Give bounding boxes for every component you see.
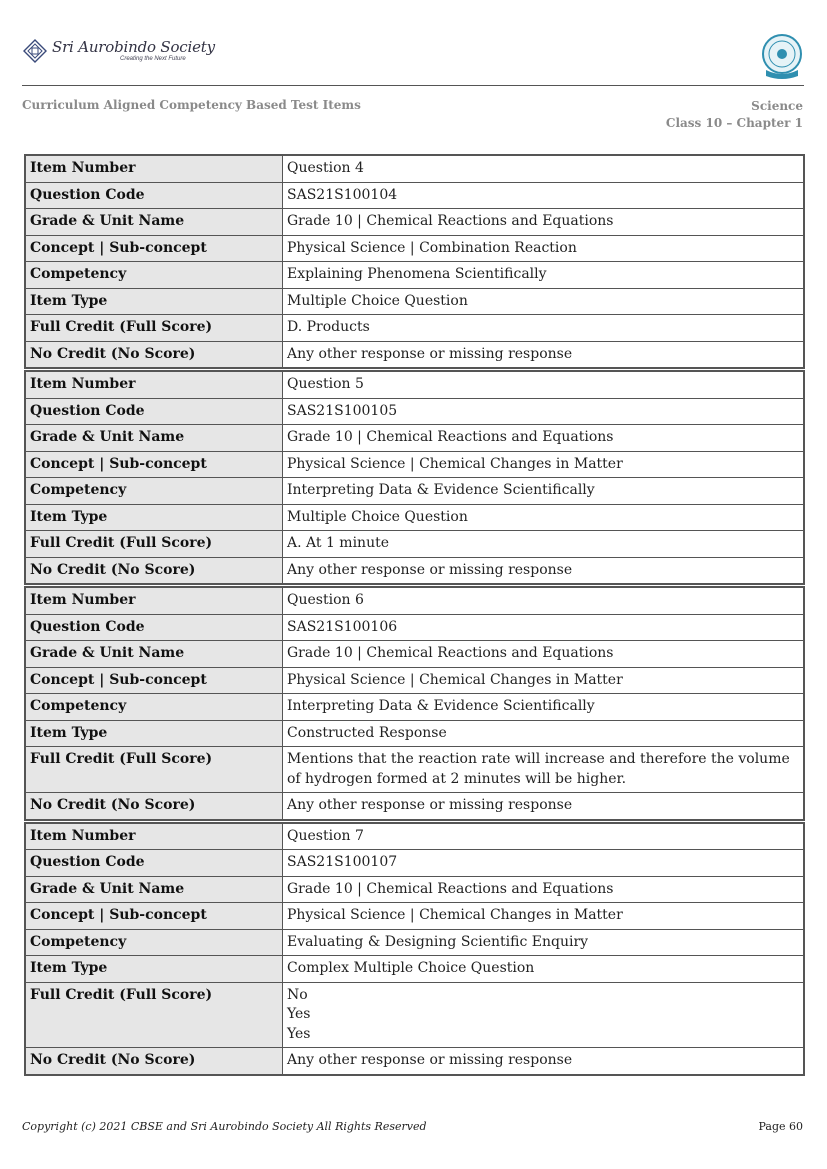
field-value: Physical Science | Chemical Changes in Matter bbox=[283, 667, 805, 694]
field-label: Competency bbox=[25, 694, 283, 721]
header-divider bbox=[22, 85, 804, 86]
item-table bbox=[24, 822, 805, 1076]
org-tagline: Creating the Next Future bbox=[120, 56, 186, 62]
field-label: Concept | Sub-concept bbox=[25, 451, 283, 478]
field-label: Item Number bbox=[25, 371, 283, 398]
field-value bbox=[283, 747, 805, 793]
field-value: Explaining Phenomena Scientifically bbox=[283, 262, 805, 289]
field-label: Full Credit (Full Score) bbox=[25, 982, 283, 1048]
field-value: SAS21S100104 bbox=[283, 182, 805, 209]
field-value: Multiple Choice Question bbox=[283, 504, 805, 531]
item-row-competency bbox=[25, 478, 804, 505]
answer-line: Mentions that the reaction rate will increase and therefore the volume of hydrogen formed at 2 minutes will be higher. bbox=[287, 751, 790, 787]
field-value: Question 6 bbox=[283, 587, 805, 614]
field-label: Item Type bbox=[25, 504, 283, 531]
field-label: Concept | Sub-concept bbox=[25, 235, 283, 262]
field-label: Item Type bbox=[25, 956, 283, 983]
item-table bbox=[24, 154, 805, 369]
document-title: Curriculum Aligned Competency Based Test Items bbox=[22, 98, 361, 112]
field-value bbox=[283, 982, 805, 1048]
item-row-full-credit bbox=[25, 531, 804, 558]
item-row-grade-unit bbox=[25, 876, 804, 903]
item-row-item-type bbox=[25, 504, 804, 531]
item-row-no-credit bbox=[25, 793, 804, 820]
field-value: Question 4 bbox=[283, 155, 805, 182]
item-row-competency bbox=[25, 262, 804, 289]
society-emblem-icon bbox=[22, 38, 48, 64]
item-row-question-code bbox=[25, 850, 804, 877]
item-row-full-credit bbox=[25, 747, 804, 793]
field-label: Grade & Unit Name bbox=[25, 641, 283, 668]
item-row-concept bbox=[25, 903, 804, 930]
field-value: Any other response or missing response bbox=[283, 1048, 805, 1075]
field-label: Item Type bbox=[25, 720, 283, 747]
subject-label: Science bbox=[751, 99, 803, 113]
sri-aurobindo-society-logo bbox=[22, 36, 215, 68]
answer-line: D. Products bbox=[287, 319, 370, 335]
field-label: Question Code bbox=[25, 182, 283, 209]
item-row-no-credit bbox=[25, 557, 804, 584]
field-value: Any other response or missing response bbox=[283, 793, 805, 820]
field-label: Item Number bbox=[25, 155, 283, 182]
answer-line: Yes bbox=[287, 1006, 311, 1022]
field-label: Concept | Sub-concept bbox=[25, 903, 283, 930]
field-label: Grade & Unit Name bbox=[25, 876, 283, 903]
item-row-grade-unit bbox=[25, 641, 804, 668]
item-row-concept bbox=[25, 451, 804, 478]
item-row-item-type bbox=[25, 288, 804, 315]
field-label: Item Type bbox=[25, 288, 283, 315]
field-label: No Credit (No Score) bbox=[25, 793, 283, 820]
field-label: Grade & Unit Name bbox=[25, 425, 283, 452]
field-label: Competency bbox=[25, 262, 283, 289]
answer-line: No bbox=[287, 986, 308, 1003]
item-row-full-credit bbox=[25, 315, 804, 342]
field-value: Constructed Response bbox=[283, 720, 805, 747]
field-value: Grade 10 | Chemical Reactions and Equations bbox=[283, 641, 805, 668]
field-label: Full Credit (Full Score) bbox=[25, 315, 283, 342]
item-row-question-code bbox=[25, 182, 804, 209]
subject-info bbox=[666, 98, 803, 132]
field-value: Multiple Choice Question bbox=[283, 288, 805, 315]
field-value: Physical Science | Combination Reaction bbox=[283, 235, 805, 262]
field-value: Interpreting Data & Evidence Scientifically bbox=[283, 694, 805, 721]
item-row-item-type bbox=[25, 720, 804, 747]
field-value: Physical Science | Chemical Changes in Matter bbox=[283, 903, 805, 930]
field-value: Evaluating & Designing Scientific Enquiry bbox=[283, 929, 805, 956]
field-label: Competency bbox=[25, 478, 283, 505]
field-label: No Credit (No Score) bbox=[25, 341, 283, 368]
answer-line: Yes bbox=[287, 1025, 311, 1042]
item-row-concept bbox=[25, 235, 804, 262]
field-value bbox=[283, 315, 805, 342]
field-value bbox=[283, 531, 805, 558]
answer-line: A. At 1 minute bbox=[287, 535, 390, 551]
field-value: SAS21S100105 bbox=[283, 398, 805, 425]
test-items-list bbox=[24, 154, 805, 1077]
item-row-grade-unit bbox=[25, 425, 804, 452]
item-row-item-type bbox=[25, 956, 804, 983]
item-row-no-credit bbox=[25, 341, 804, 368]
field-label: No Credit (No Score) bbox=[25, 1048, 283, 1075]
item-table bbox=[24, 370, 805, 585]
page-number: Page 60 bbox=[758, 1120, 803, 1133]
copyright-text: Copyright (c) 2021 CBSE and Sri Aurobindo Society All Rights Reserved bbox=[22, 1120, 427, 1133]
item-row-item-number bbox=[25, 155, 804, 182]
field-label: Full Credit (Full Score) bbox=[25, 747, 283, 793]
field-label: Item Number bbox=[25, 823, 283, 850]
field-label: Competency bbox=[25, 929, 283, 956]
item-row-item-number bbox=[25, 371, 804, 398]
field-label: Item Number bbox=[25, 587, 283, 614]
item-row-item-number bbox=[25, 587, 804, 614]
field-value: Grade 10 | Chemical Reactions and Equations bbox=[283, 876, 805, 903]
field-value: Question 7 bbox=[283, 823, 805, 850]
item-row-full-credit bbox=[25, 982, 804, 1048]
item-row-no-credit bbox=[25, 1048, 804, 1075]
item-row-grade-unit bbox=[25, 209, 804, 236]
field-value: Question 5 bbox=[283, 371, 805, 398]
field-label: Question Code bbox=[25, 850, 283, 877]
item-row-question-code bbox=[25, 398, 804, 425]
item-row-concept bbox=[25, 667, 804, 694]
field-label: Concept | Sub-concept bbox=[25, 667, 283, 694]
field-value: SAS21S100106 bbox=[283, 614, 805, 641]
field-label: Question Code bbox=[25, 398, 283, 425]
field-value: Any other response or missing response bbox=[283, 341, 805, 368]
field-label: Grade & Unit Name bbox=[25, 209, 283, 236]
field-value: Physical Science | Chemical Changes in Matter bbox=[283, 451, 805, 478]
item-table bbox=[24, 586, 805, 821]
field-value: Grade 10 | Chemical Reactions and Equations bbox=[283, 209, 805, 236]
field-label: No Credit (No Score) bbox=[25, 557, 283, 584]
field-value: Complex Multiple Choice Question bbox=[283, 956, 805, 983]
field-label: Full Credit (Full Score) bbox=[25, 531, 283, 558]
org-name: Sri Aurobindo Society bbox=[52, 38, 215, 56]
field-label: Question Code bbox=[25, 614, 283, 641]
item-row-competency bbox=[25, 694, 804, 721]
item-row-item-number bbox=[25, 823, 804, 850]
item-row-question-code bbox=[25, 614, 804, 641]
class-chapter-label: Class 10 – Chapter 1 bbox=[665, 116, 803, 130]
field-value: Any other response or missing response bbox=[283, 557, 805, 584]
field-value: Interpreting Data & Evidence Scientifically bbox=[283, 478, 805, 505]
field-value: SAS21S100107 bbox=[283, 850, 805, 877]
cbse-seal-icon bbox=[760, 32, 804, 82]
field-value: Grade 10 | Chemical Reactions and Equations bbox=[283, 425, 805, 452]
item-row-competency bbox=[25, 929, 804, 956]
